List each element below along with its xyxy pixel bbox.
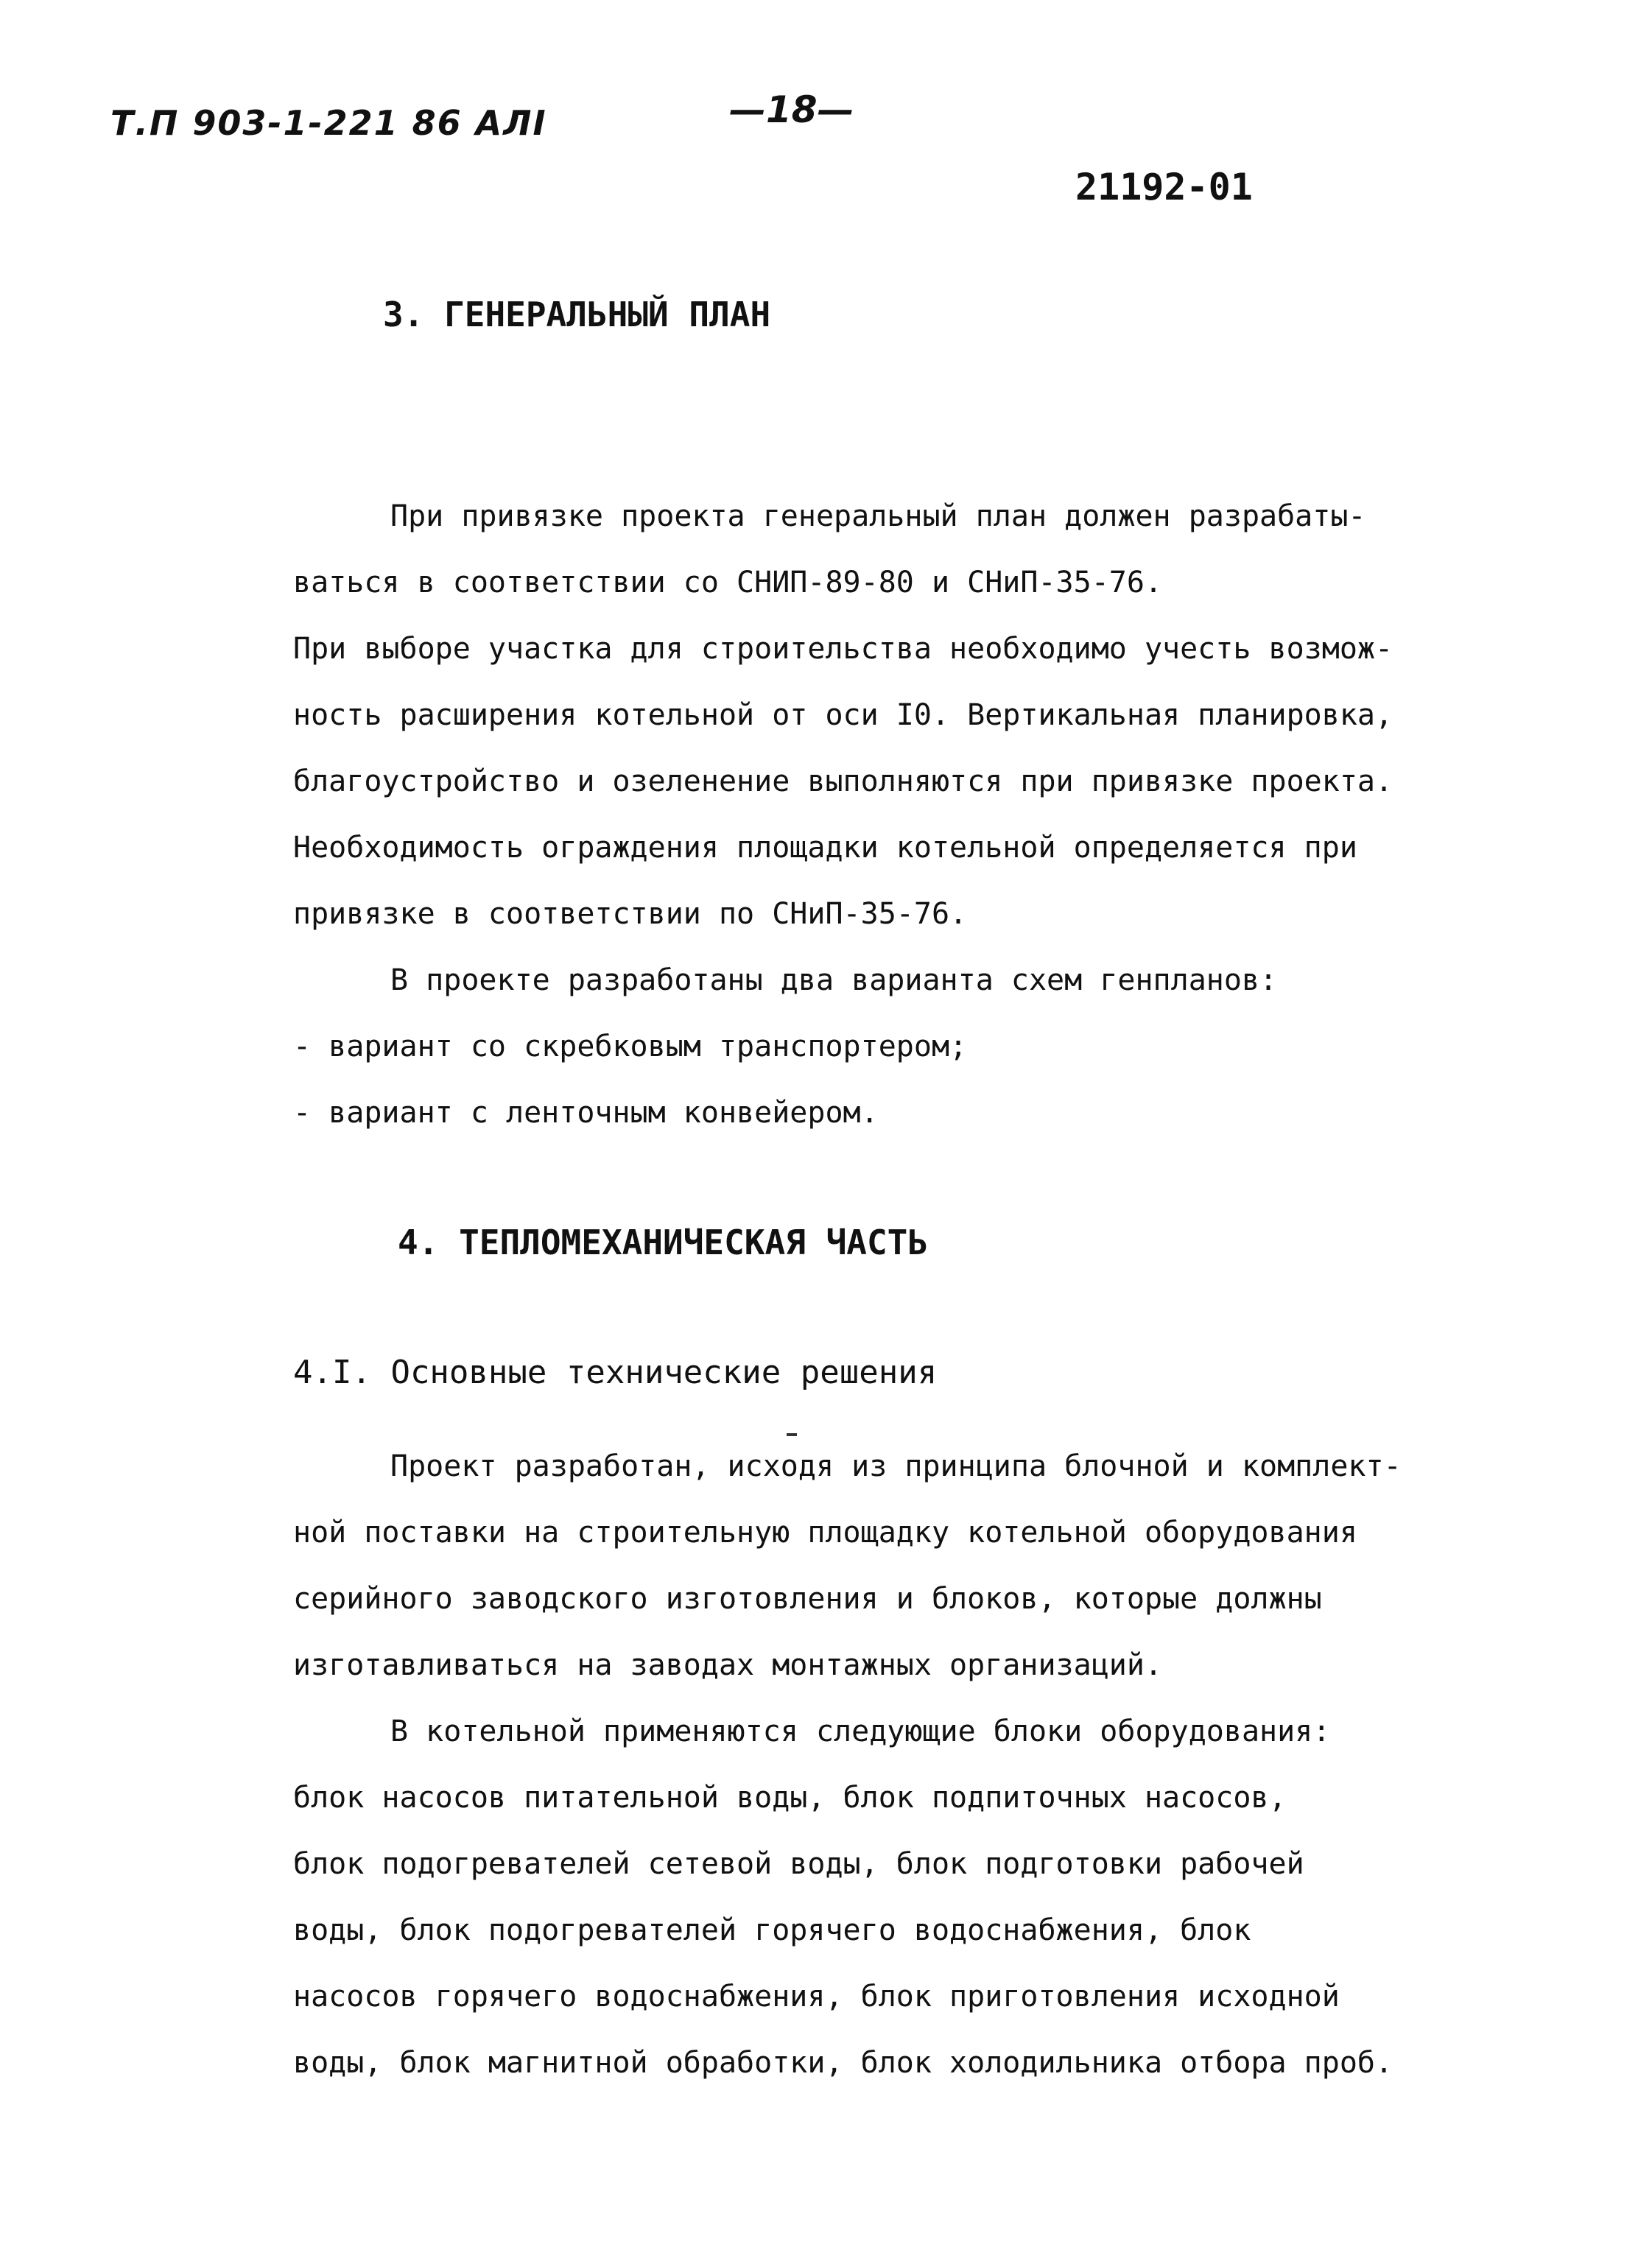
- section-4-line: воды, блок подогревателей горячего водоснабжения, блок: [293, 1913, 1251, 1947]
- section-3-line: привязке в соответствии по СНиП-35-76.: [293, 897, 968, 931]
- section-3-line: ность расширения котельной от оси I0. Вертикальная планировка,: [293, 698, 1393, 732]
- section-3-line: При выборе участка для строительства необходимо учесть возмож-: [293, 632, 1393, 666]
- section-3-line: При привязке проекта генеральный план должен разрабаты-: [390, 499, 1366, 533]
- section-4-line: изготавливаться на заводах монтажных организаций.: [293, 1648, 1163, 1682]
- section-3-list-item: - вариант с ленточным конвейером.: [293, 1096, 879, 1130]
- section-4-line: В котельной применяются следующие блоки оборудования:: [390, 1715, 1331, 1748]
- section-3-list-item: - вариант со скребковым транспортером;: [293, 1030, 968, 1063]
- section-3-line: Необходимость ограждения площадки котельной определяется при: [293, 831, 1357, 865]
- section-4-line: насосов горячего водоснабжения, блок приготовления исходной: [293, 1980, 1340, 2014]
- section-4-line: блок подогревателей сетевой воды, блок подготовки рабочей: [293, 1847, 1304, 1881]
- document-number: 21192-01: [1075, 166, 1253, 208]
- section-4-line: ной поставки на строительную площадку котельной оборудования: [293, 1516, 1357, 1550]
- section-4-1-subheading: 4.I. Основные технические решения: [293, 1354, 938, 1391]
- section-4-line: серийного заводского изготовления и блоков, которые должны: [293, 1582, 1322, 1616]
- scan-mark: [787, 1433, 797, 1436]
- section-3-heading: 3. ГЕНЕРАЛЬНЫЙ ПЛАН: [383, 295, 771, 334]
- section-3-line: ваться в соответствии со СНИП-89-80 и СНиП-35-76.: [293, 566, 1163, 599]
- section-3-line: В проекте разработаны два варианта схем генпланов:: [390, 963, 1278, 997]
- section-3-line: благоустройство и озеленение выполняются при привязке проекта.: [293, 764, 1393, 798]
- section-4-line: воды, блок магнитной обработки, блок холодильника отбора проб.: [293, 2046, 1393, 2080]
- document-code: Т.П 903-1-221 86 АЛI: [110, 103, 547, 143]
- page-number: —18—: [729, 88, 854, 131]
- section-4-heading: 4. ТЕПЛОМЕХАНИЧЕСКАЯ ЧАСТЬ: [398, 1223, 929, 1262]
- section-4-line: блок насосов питательной воды, блок подпиточных насосов,: [293, 1781, 1287, 1815]
- section-4-line: Проект разработан, исходя из принципа блочной и комплект-: [390, 1449, 1402, 1483]
